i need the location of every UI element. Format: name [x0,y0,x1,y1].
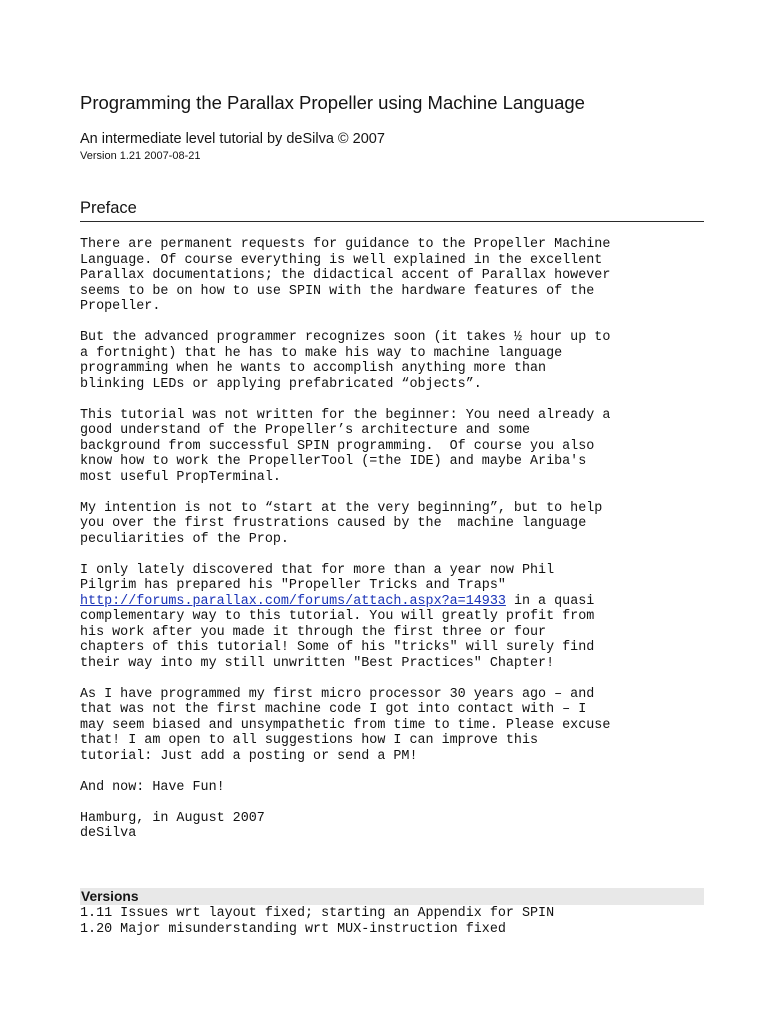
paragraph-text: I only lately discovered that for more than a year now Phil Pilgrim has prepared his "Propeller Tricks and Traps" [80,562,555,593]
preface-heading: Preface [80,199,137,217]
document-version: Version 1.21 2007-08-21 [80,150,201,162]
signature: Hamburg, in August 2007 deSilva [80,810,265,841]
paragraph-text: in a quasi complementary way to this tutorial. You will greatly profit from his work after you made it through the first three or four chapters of this tutorial! Some of his "tricks" will surely find their way into my still unwritten "Best Practices" Chapter! [80,593,595,671]
preface-paragraph: There are permanent requests for guidance to the Propeller Machine Language. Of course everything is well explained in the excellent Parallax documentations; the didactical accent of Parallax however seems to be on how to use SPIN with the hardware features of the Propeller. [80,237,611,314]
section-divider [80,221,704,222]
preface-paragraph: But the advanced programmer recognizes soon (it takes ½ hour up to a fortnight) that he has to make his way to machine language programming when he wants to accomplish anything more than blinking LEDs or applying prefabricated “objects”. [80,330,611,392]
tricks-and-traps-link[interactable]: http://forums.parallax.com/forums/attach.aspx?a=14933 [80,593,506,609]
preface-paragraph-with-link [80,563,710,672]
version-entry: 1.20 Major misunderstanding wrt MUX-instruction fixed [80,921,506,937]
preface-paragraph: This tutorial was not written for the beginner: You need already a good understand of the Propeller’s architecture and some background from successful SPIN programming. Of course you also know how to work the PropellerTool (=the IDE) and maybe Ariba's most useful PropTerminal. [80,407,611,485]
preface-paragraph: My intention is not to “start at the very beginning”, but to help you over the first frustrations caused by the machine language peculiarities of the Prop. [80,500,603,547]
document-subtitle: An intermediate level tutorial by deSilva © 2007 [80,131,385,147]
preface-paragraph: As I have programmed my first micro processor 30 years ago – and that was not the first machine code I got into contact with – I may seem biased and unsympathetic from time to time. Please excuse that! I am open to all suggestions how I can improve this tutorial: Just add a posting or send a PM! [80,686,611,764]
versions-heading: Versions [81,889,139,904]
versions-list [80,906,554,937]
versions-heading-bar [80,888,704,905]
preface-body [80,237,710,857]
version-entry: 1.11 Issues wrt layout fixed; starting an Appendix for SPIN [80,906,555,921]
preface-paragraph: And now: Have Fun! [80,779,225,795]
document-title: Programming the Parallax Propeller using Machine Language [80,92,585,113]
